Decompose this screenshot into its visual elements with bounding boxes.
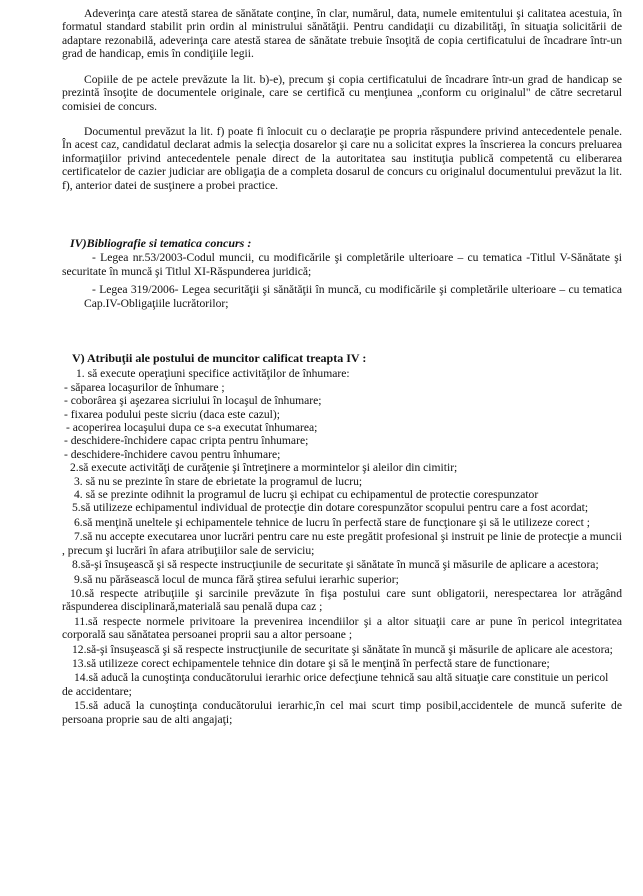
list-item: 14.să aducă la cunoştinţa conducătorului ierarhic orice defecţiune tehnică sau altă situaţie care constituie un pericol de accidentare;	[62, 671, 609, 698]
list-item: 9.să nu părăsească locul de munca fără ştirea sefului ierarhic superior;	[74, 572, 399, 586]
list-item: 13.să utilizeze corect echipamentele tehnice din dotare şi să le menţină în perfectă stare de functionare;	[72, 656, 550, 670]
list-item: - acoperirea locaşului dupa ce s-a executat înhumarea;	[66, 421, 318, 435]
paragraph-text: Documentul prevăzut la lit. f) poate fi înlocuit cu o declaraţie pe propria răspundere privind antecedentele penale. În acest caz, candidatul declarat admis la selecţia dosarelor şi care nu a solicitat expres la înscrierea la concurs preluarea informaţiilor privind antecedentele penale direct de la autoritatea sau instituţia publică competentă cu eliberarea certificatelor de cazier judiciar are obligaţia de a completa dosarul de concurs cu originalul documentului prevăzut la lit. f), anterior datei de susţinere a probei practice.	[62, 125, 622, 192]
list-item: 1. să execute operaţiuni specifice activităţilor de înhumare:	[76, 367, 350, 381]
list-item: 11.să respecte normele privitoare la prevenirea incendiilor şi a altor situaţii care ar pune în pericol integritatea corporală sau sănătatea persoanei proprii sau a altor persoane ;	[62, 614, 622, 642]
list-item: - săparea locaşurilor de înhumare ;	[64, 380, 225, 394]
section-heading-duties: V) Atribuţii ale postului de muncitor calificat treapta IV :	[72, 351, 367, 365]
paragraph-text: Adeverinţa care atestă starea de sănătate conţine, în clar, numărul, data, numele emitentului şi calitatea acestuia, în formatul standard stabilit prin ordin al ministrului sănătăţii. Pentru candidaţii cu dizabilităţi, în situaţia solicitării de adaptare rezonabilă, adeverinţa care atestă starea de sănătate trebuie însoţită de copia certificatului de încadrare într-un grad de handicap, emis în condiţiile legii.	[62, 7, 622, 61]
list-item: 4. să se prezinte odihnit la programul de lucru şi echipat cu echipamentul de protectie corespunzator	[74, 488, 539, 502]
section-bibliography	[62, 237, 622, 310]
section-job-duties	[62, 352, 622, 726]
list-item: 12.să-şi însuşească şi să respecte instrucţiunile de securitate şi sănătate în muncă şi măsurile de aplicare ale acestora;	[72, 642, 613, 656]
paragraph-health-certificate	[62, 7, 622, 61]
duties-list	[62, 367, 622, 726]
list-item: 7.să nu accepte executarea unor lucrări pentru care nu este pregătit profesional şi instruit pe linie de protecţie a muncii , precum şi lucrări în afara atribuţiilor sale de serviciu;	[62, 530, 622, 557]
list-item: 6.să menţină uneltele şi echipamentele tehnice de lucru în perfectă stare de funcţionare şi să le utilizeze corect ;	[74, 515, 591, 529]
list-item: - deschidere-închidere cavou pentru înhumare;	[64, 447, 281, 461]
section-heading-bibliography: IV)Bibliografie si tematica concurs :	[70, 236, 252, 250]
list-item: - deschidere-închidere capac cripta pentru înhumare;	[64, 434, 309, 448]
list-item: 15.să aducă la cunoştinţa conducătorului ierarhic,în cel mai scurt timp posibil,accidentele de muncă suferite de persoana proprie sau de alti angajaţi;	[62, 699, 622, 726]
paragraph-document-copies	[62, 73, 622, 113]
list-item: - coborârea şi aşezarea sicriului în locaşul de înhumare;	[64, 394, 322, 408]
list-item: - fixarea podului peste sicriu (daca este cazul);	[64, 407, 280, 421]
paragraph-criminal-record	[62, 125, 622, 192]
paragraph-text: Copiile de pe actele prevăzute la lit. b)-e), precum şi copia certificatului de încadrare într-un grad de handicap se prezintă însoţite de documentele originale, care se certifică cu menţiunea „conform cu originalul" de către secretarul comisiei de concurs.	[62, 73, 622, 113]
bibliography-item: - Legea 319/2006- Legea securităţii şi sănătăţii în muncă, cu modificările şi completările ulterioare – cu tematica Cap.IV-Obligaţiile lucrătorilor;	[84, 283, 622, 310]
list-item: 2.să execute activităţi de curăţenie şi întreţinere a mormintelor şi aleilor din cimitir;	[70, 461, 458, 475]
list-item: 8.să-şi însuşească şi să respecte instrucţiunile de securitate şi sănătate în muncă şi măsurile de aplicare a acestora;	[72, 558, 599, 572]
list-item: 10.să respecte atribuţiile şi sarcinile prevăzute în fişa postului care sunt obligatorii, nerespectarea lor atrăgând răspunderea disciplinară,materială sau penală dupa caz ;	[62, 586, 622, 614]
list-item: 5.să utilizeze echipamentul individual de protecţie din dotare corespunzător scopului pentru care a fost acordat;	[72, 501, 589, 515]
bibliography-item: - Legea nr.53/2003-Codul muncii, cu modificările şi completările ulterioare – cu tematica -Titlul V-Sănătate şi securitate în muncă şi Titlul XI-Răspunderea juridică;	[62, 251, 622, 278]
list-item: 3. să nu se prezinte în stare de ebrietate la programul de lucru;	[74, 474, 363, 488]
